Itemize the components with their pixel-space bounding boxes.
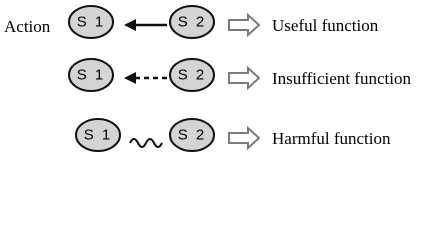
legend-row-insufficient — [69, 59, 411, 91]
node-s2-label: S 2 — [177, 126, 207, 144]
node-s2-label: S 2 — [177, 13, 207, 31]
function-label-harmful: Harmful function — [272, 129, 391, 148]
node-s1-label: S 1 — [76, 13, 106, 31]
node-s1-label: S 1 — [83, 126, 113, 144]
solid-arrow-icon — [124, 19, 167, 31]
function-label-useful: Useful function — [272, 16, 379, 35]
action-label: Action — [4, 17, 51, 36]
node-s2-label: S 2 — [177, 66, 207, 84]
legend-row-harmful — [76, 119, 391, 151]
hollow-arrow-icon — [229, 68, 259, 88]
node-s1-label: S 1 — [76, 66, 106, 84]
legend-row-useful — [69, 6, 379, 38]
dashed-arrow-icon — [124, 72, 167, 84]
hollow-arrow-icon — [229, 128, 259, 148]
wavy-line-icon — [130, 139, 162, 147]
hollow-arrow-icon — [229, 15, 259, 35]
function-label-insufficient: Insufficient function — [272, 69, 411, 88]
